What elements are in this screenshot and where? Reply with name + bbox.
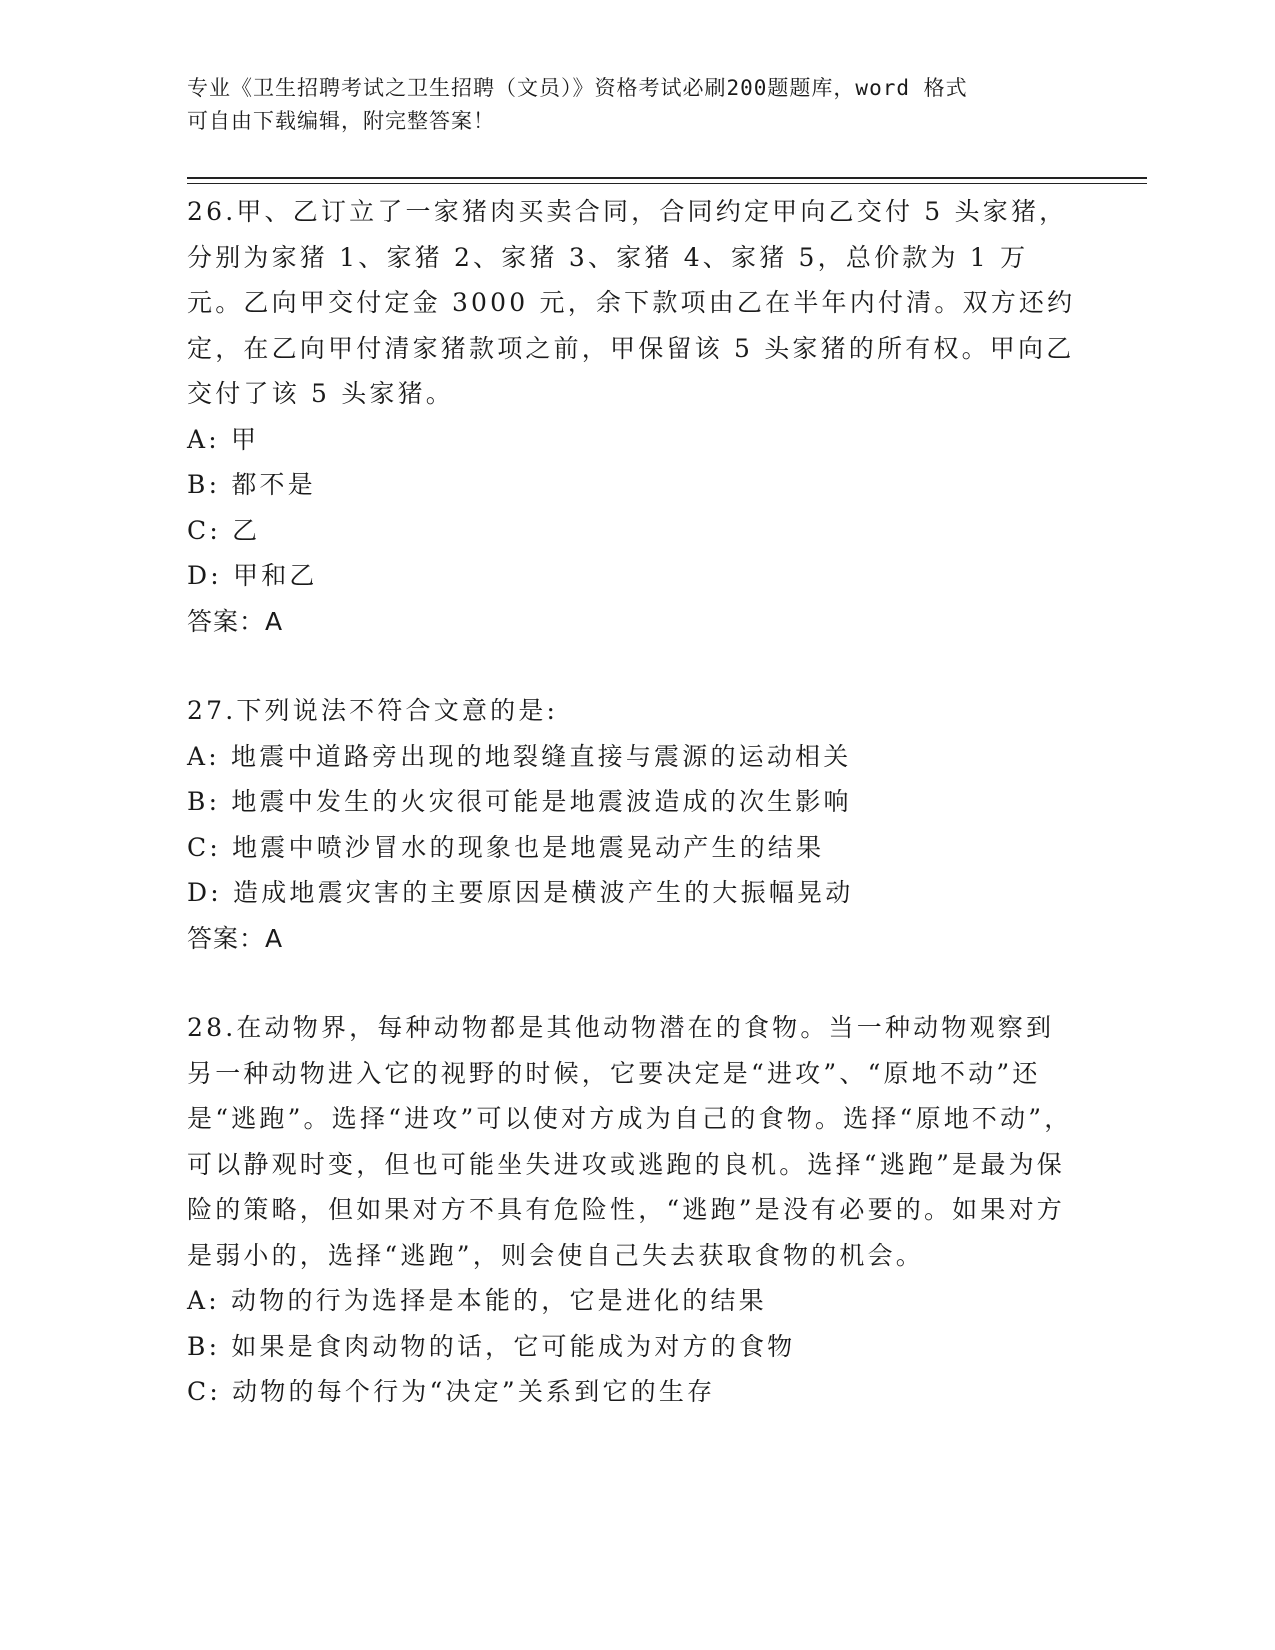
option-a xyxy=(187,734,1082,780)
option-label: C: xyxy=(187,1377,221,1406)
spacer xyxy=(187,644,1082,688)
option-c xyxy=(187,825,1082,871)
option-a xyxy=(187,1278,1082,1324)
header-line-1: 专业《卫生招聘考试之卫生招聘（文员）》资格考试必刷200题题库，word 格式 xyxy=(187,76,968,100)
option-c xyxy=(187,508,1082,554)
option-label: A: xyxy=(187,424,220,454)
question-list xyxy=(187,189,1082,1415)
question-28 xyxy=(187,1005,1082,1415)
option-text: 如果是食肉动物的话，它可能成为对方的食物 xyxy=(231,1331,796,1361)
question-text: 26.甲、乙订立了一家猪肉买卖合同，合同约定甲向乙交付 5 头家猪，分别为家猪 1、家猪 2、家猪 3、家猪 4、家猪 5，总价款为 1 万元。乙向甲交付定金 3000 元，余下款项由乙在半年内付清。双方还约定，在乙向甲付清家猪款项之前，甲保留该 5 头家猪的所有权。甲向乙交付了该 5 头家猪。 xyxy=(187,197,1076,408)
option-text: 地震中道路旁出现的地裂缝直接与震源的运动相关 xyxy=(231,741,852,771)
option-b xyxy=(187,462,1082,508)
header-line-2: 可自由下载编辑，附完整答案！ xyxy=(187,109,495,133)
question-27 xyxy=(187,688,1082,961)
option-label: B: xyxy=(187,470,221,499)
option-label: B: xyxy=(187,1331,221,1361)
question-text: 27.下列说法不符合文意的是: xyxy=(187,696,559,725)
header-divider-thick xyxy=(187,177,1147,179)
option-label: D: xyxy=(187,878,222,907)
answer-line: 答案：A xyxy=(187,606,284,636)
spacer xyxy=(187,961,1082,1005)
option-text: 地震中喷沙冒水的现象也是地震晃动产生的结果 xyxy=(232,832,825,862)
answer-line: 答案：A xyxy=(187,923,284,953)
option-label: B: xyxy=(187,787,221,816)
option-text: 甲和乙 xyxy=(233,561,318,590)
option-text: 动物的行为选择是本能的，它是进化的结果 xyxy=(231,1286,767,1315)
option-label: C: xyxy=(187,515,221,545)
option-label: D: xyxy=(187,561,222,590)
document-header xyxy=(187,72,1087,138)
question-text: 28.在动物界，每种动物都是其他动物潜在的食物。当一种动物观察到另一种动物进入它的视野的时候，它要决定是“进攻”、“原地不动”还是“逃跑”。选择“进攻”可以使对方成为自己的食物。选择“原地不动”，可以静观时变，但也可能坐失进攻或逃跑的良机。选择“逃跑”是最为保险的策略，但如果对方不具有危险性，“逃跑”是没有必要的。如果对方是弱小的，选择“逃跑”，则会使自己失去获取食物的机会。 xyxy=(187,1013,1073,1270)
option-label: C: xyxy=(187,832,221,862)
option-text: 造成地震灾害的主要原因是横波产生的大振幅晃动 xyxy=(233,878,854,907)
option-b xyxy=(187,779,1082,825)
option-text: 动物的每个行为“决定”关系到它的生存 xyxy=(232,1377,716,1406)
option-b xyxy=(187,1324,1082,1370)
option-text: 甲 xyxy=(231,424,260,454)
option-a xyxy=(187,417,1082,463)
option-label: A: xyxy=(187,1286,220,1315)
option-d xyxy=(187,870,1082,916)
option-text: 乙 xyxy=(232,515,261,545)
option-text: 都不是 xyxy=(231,470,316,499)
header-divider-thin xyxy=(187,183,1147,184)
question-26 xyxy=(187,189,1082,644)
option-c xyxy=(187,1369,1082,1415)
option-label: A: xyxy=(187,741,220,771)
option-d xyxy=(187,553,1082,599)
option-text: 地震中发生的火灾很可能是地震波造成的次生影响 xyxy=(231,787,852,816)
